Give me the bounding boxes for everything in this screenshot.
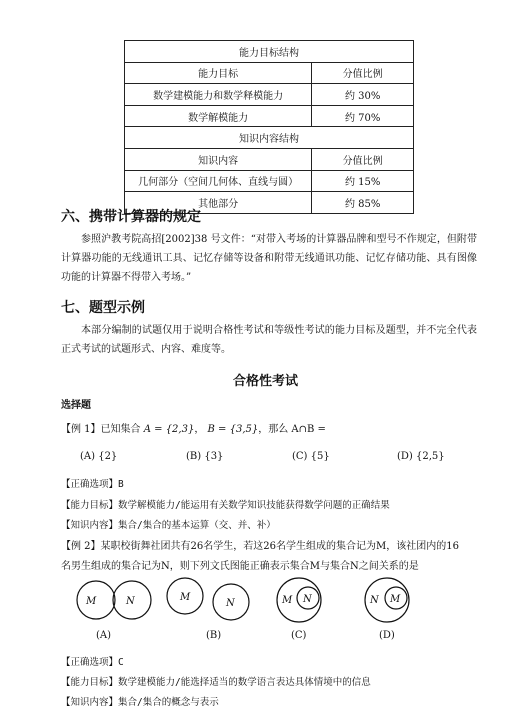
example1-option-a: (A) {2} (80, 451, 118, 462)
venn-label-c: (C) (291, 630, 307, 641)
set-n-label: N (226, 598, 235, 609)
section6-paragraph: 参照沪教考院高招[2002]38 号文件：“对带入考场的计算器品牌和型号不作规定，但附带计算器功能的无线通讯工具、记忆存储等设备和附带无线通讯功能、记忆存储功能、具有图像功能的计算器不得带入考场。” (61, 234, 477, 283)
venn-label-a: (A) (96, 630, 112, 641)
example2-ability: 【能力目标】数学建模能力/能选择适当的数学语言表达具体情境中的信息 (61, 677, 371, 688)
set-m-label: M (390, 594, 401, 605)
example2-stem-line1: 【例 2】某职校街舞社团共有26名学生，若这26名学生组成的集合记为M，该社团内的16 (61, 541, 459, 552)
exam-title: 合格性考试 (232, 374, 298, 389)
table-cell: 数学解模能力 (125, 105, 312, 127)
distribution-table (124, 40, 414, 214)
section7-heading: 七、题型示例 (61, 300, 145, 316)
example1-stem-suffix: ，那么 A∩B = (258, 424, 326, 435)
example1-stem-prefix: 【例 1】已知集合 (61, 424, 141, 435)
example1-answer: 【正确选项】B (61, 479, 124, 490)
example1-option-c: (C) {5} (292, 451, 330, 462)
example2-knowledge: 【知识内容】集合/集合的概念与表示 (61, 697, 219, 708)
section6-heading: 六、携带计算器的规定 (61, 209, 201, 225)
set-m-label: M (282, 595, 293, 606)
example1-option-d: (D) {2,5} (397, 451, 445, 462)
table-header: 知识内容 (125, 148, 312, 170)
example2-stem-line2: 名男生组成的集合记为N，则下列文氏图能正确表示集合M与集合N之间关系的是 (61, 561, 419, 572)
venn-diagram-c (275, 576, 329, 624)
set-n-label: N (370, 595, 379, 606)
example1-set-a: A = {2,3} (143, 424, 195, 435)
question-type-label: 选择题 (61, 400, 91, 411)
example1-knowledge: 【知识内容】集合/集合的基本运算（交、并、补） (61, 520, 276, 531)
table-section-title: 能力目标结构 (125, 41, 414, 63)
table-cell: 其他部分 (125, 192, 312, 214)
table-header: 能力目标 (125, 62, 312, 84)
venn-label-b: (B) (206, 630, 222, 641)
table-cell: 数学建模能力和数学释模能力 (125, 84, 312, 106)
table-cell: 约 70% (312, 105, 414, 127)
example1-ability: 【能力目标】数学解模能力/能运用有关数学知识技能获得数学问题的正确结果 (61, 500, 390, 511)
set-m-label: M (86, 596, 97, 607)
section7-paragraph: 本部分编制的试题仅用于说明合格性考试和等级性考试的能力目标及题型，并不完全代表正式考试的试题形式、内容、难度等。 (61, 325, 477, 355)
venn-diagram-d (363, 576, 417, 624)
table-cell: 约 85% (312, 192, 414, 214)
venn-diagram-b (163, 576, 253, 624)
table-cell: 约 30% (312, 84, 414, 106)
table-header: 分值比例 (312, 148, 414, 170)
example1-option-b: (B) {3} (186, 451, 224, 462)
set-n-label: N (303, 594, 312, 605)
venn-diagram-a (76, 576, 166, 624)
table-header: 分值比例 (312, 62, 414, 84)
example1-stem-sep: ， (194, 424, 205, 435)
example1-stem (61, 420, 326, 435)
set-n-label: N (126, 596, 135, 607)
table-section-title: 知识内容结构 (125, 127, 414, 149)
example1-set-b: B = {3,5} (207, 424, 259, 435)
table-cell: 几何部分（空间几何体、直线与圆） (125, 170, 312, 192)
table-cell: 约 15% (312, 170, 414, 192)
venn-label-d: (D) (379, 630, 395, 641)
set-m-label: M (180, 592, 191, 603)
example2-answer: 【正确选项】C (61, 657, 124, 668)
